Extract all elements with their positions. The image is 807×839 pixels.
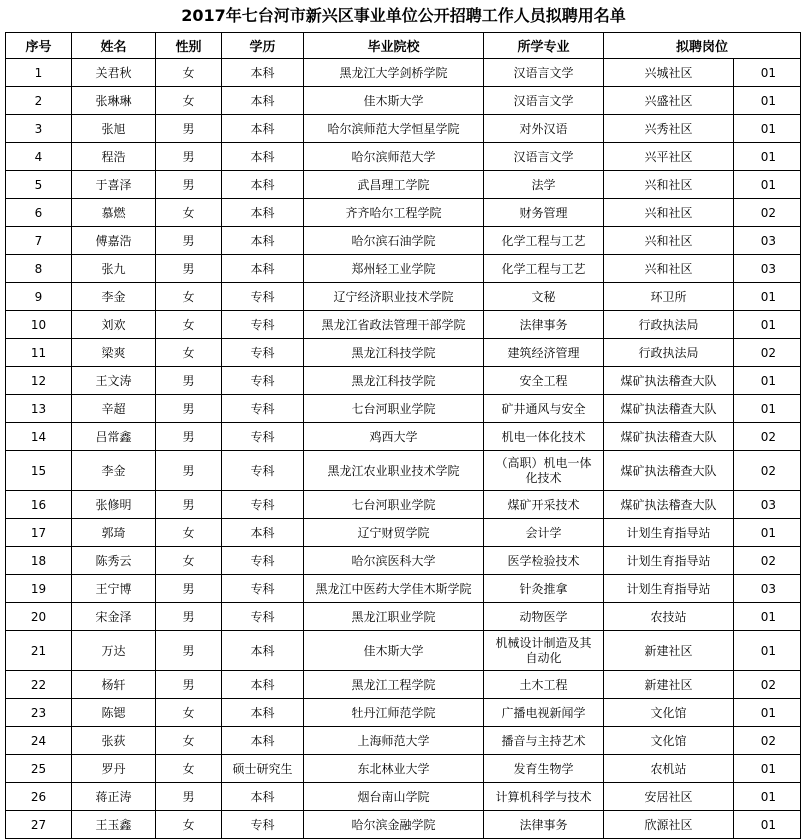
table-row	[6, 519, 801, 547]
table-row	[6, 87, 801, 115]
row-number-cell: 26	[6, 783, 72, 811]
post-cell: 欣源社区	[604, 811, 734, 839]
post-code-cell: 02	[734, 199, 801, 227]
post-code-cell: 03	[734, 491, 801, 519]
name-cell: 杨轩	[72, 671, 156, 699]
education-cell: 专科	[222, 451, 304, 491]
post-cell: 安居社区	[604, 783, 734, 811]
name-cell: 张修明	[72, 491, 156, 519]
header-row	[6, 33, 801, 59]
post-code-cell: 01	[734, 395, 801, 423]
name-cell: 郭琦	[72, 519, 156, 547]
post-code-cell: 01	[734, 143, 801, 171]
major-cell: 发育生物学	[484, 755, 604, 783]
post-code-cell: 01	[734, 783, 801, 811]
post-cell: 农机站	[604, 755, 734, 783]
major-cell: 文秘	[484, 283, 604, 311]
school-cell: 辽宁经济职业技术学院	[304, 283, 484, 311]
post-cell: 煤矿执法稽查大队	[604, 451, 734, 491]
education-cell: 专科	[222, 283, 304, 311]
post-cell: 计划生育指导站	[604, 547, 734, 575]
name-cell: 张荻	[72, 727, 156, 755]
row-number-cell: 2	[6, 87, 72, 115]
post-code-cell: 01	[734, 603, 801, 631]
school-cell: 齐齐哈尔工程学院	[304, 199, 484, 227]
school-cell: 黑龙江工程学院	[304, 671, 484, 699]
header-cell-major: 所学专业	[484, 33, 604, 59]
table-body	[6, 59, 801, 839]
major-cell: 对外汉语	[484, 115, 604, 143]
post-cell: 兴和社区	[604, 171, 734, 199]
post-code-cell: 02	[734, 547, 801, 575]
education-cell: 本科	[222, 519, 304, 547]
post-cell: 煤矿执法稽查大队	[604, 395, 734, 423]
row-number-cell: 9	[6, 283, 72, 311]
post-cell: 煤矿执法稽查大队	[604, 367, 734, 395]
post-code-cell: 01	[734, 283, 801, 311]
school-cell: 佳木斯大学	[304, 631, 484, 671]
table-row	[6, 491, 801, 519]
name-cell: 辛超	[72, 395, 156, 423]
row-number-cell: 13	[6, 395, 72, 423]
school-cell: 辽宁财贸学院	[304, 519, 484, 547]
major-cell: 动物医学	[484, 603, 604, 631]
row-number-cell: 20	[6, 603, 72, 631]
name-cell: 傅嘉浩	[72, 227, 156, 255]
table-row	[6, 631, 801, 671]
row-number-cell: 23	[6, 699, 72, 727]
table-row	[6, 603, 801, 631]
table-row	[6, 115, 801, 143]
name-cell: 陈秀云	[72, 547, 156, 575]
education-cell: 本科	[222, 171, 304, 199]
major-cell: 法学	[484, 171, 604, 199]
school-cell: 郑州轻工业学院	[304, 255, 484, 283]
school-cell: 鸡西大学	[304, 423, 484, 451]
major-cell: 财务管理	[484, 199, 604, 227]
post-cell: 兴平社区	[604, 143, 734, 171]
name-cell: 于喜泽	[72, 171, 156, 199]
header-cell-education: 学历	[222, 33, 304, 59]
post-code-cell: 02	[734, 423, 801, 451]
school-cell: 黑龙江中医药大学佳木斯学院	[304, 575, 484, 603]
table-row	[6, 575, 801, 603]
gender-cell: 女	[156, 311, 222, 339]
school-cell: 烟台南山学院	[304, 783, 484, 811]
post-cell: 煤矿执法稽查大队	[604, 491, 734, 519]
name-cell: 蒋正涛	[72, 783, 156, 811]
name-cell: 王玉鑫	[72, 811, 156, 839]
post-code-cell: 01	[734, 115, 801, 143]
post-code-cell: 02	[734, 339, 801, 367]
gender-cell: 男	[156, 115, 222, 143]
education-cell: 本科	[222, 783, 304, 811]
major-cell: 建筑经济管理	[484, 339, 604, 367]
name-cell: 刘欢	[72, 311, 156, 339]
education-cell: 硕士研究生	[222, 755, 304, 783]
name-cell: 吕常鑫	[72, 423, 156, 451]
row-number-cell: 5	[6, 171, 72, 199]
gender-cell: 男	[156, 143, 222, 171]
row-number-cell: 27	[6, 811, 72, 839]
post-cell: 兴和社区	[604, 199, 734, 227]
row-number-cell: 4	[6, 143, 72, 171]
education-cell: 本科	[222, 87, 304, 115]
name-cell: 梁爽	[72, 339, 156, 367]
education-cell: 本科	[222, 255, 304, 283]
major-cell: 汉语言文学	[484, 59, 604, 87]
education-cell: 本科	[222, 115, 304, 143]
post-cell: 文化馆	[604, 727, 734, 755]
major-cell: 机电一体化技术	[484, 423, 604, 451]
education-cell: 本科	[222, 727, 304, 755]
school-cell: 黑龙江职业学院	[304, 603, 484, 631]
school-cell: 哈尔滨师范大学	[304, 143, 484, 171]
gender-cell: 女	[156, 339, 222, 367]
table-row	[6, 255, 801, 283]
gender-cell: 女	[156, 199, 222, 227]
header-cell-gender: 性别	[156, 33, 222, 59]
school-cell: 哈尔滨医科大学	[304, 547, 484, 575]
school-cell: 佳木斯大学	[304, 87, 484, 115]
post-code-cell: 03	[734, 255, 801, 283]
row-number-cell: 8	[6, 255, 72, 283]
school-cell: 黑龙江科技学院	[304, 367, 484, 395]
education-cell: 本科	[222, 143, 304, 171]
row-number-cell: 18	[6, 547, 72, 575]
name-cell: 李金	[72, 451, 156, 491]
education-cell: 专科	[222, 547, 304, 575]
name-cell: 万达	[72, 631, 156, 671]
post-code-cell: 01	[734, 87, 801, 115]
post-cell: 行政执法局	[604, 311, 734, 339]
post-cell: 计划生育指导站	[604, 575, 734, 603]
major-cell: 针灸推拿	[484, 575, 604, 603]
gender-cell: 女	[156, 283, 222, 311]
education-cell: 专科	[222, 311, 304, 339]
post-code-cell: 01	[734, 311, 801, 339]
table-row	[6, 367, 801, 395]
table-row	[6, 283, 801, 311]
row-number-cell: 15	[6, 451, 72, 491]
page-title: 2017年七台河市新兴区事业单位公开招聘工作人员拟聘用名单	[181, 6, 626, 25]
school-cell: 七台河职业学院	[304, 395, 484, 423]
row-number-cell: 22	[6, 671, 72, 699]
row-number-cell: 6	[6, 199, 72, 227]
gender-cell: 女	[156, 519, 222, 547]
row-number-cell: 1	[6, 59, 72, 87]
school-cell: 哈尔滨金融学院	[304, 811, 484, 839]
post-cell: 兴城社区	[604, 59, 734, 87]
gender-cell: 女	[156, 811, 222, 839]
major-cell: 会计学	[484, 519, 604, 547]
major-cell: 土木工程	[484, 671, 604, 699]
gender-cell: 男	[156, 367, 222, 395]
post-cell: 煤矿执法稽查大队	[604, 423, 734, 451]
table-row	[6, 59, 801, 87]
name-cell: 王宁博	[72, 575, 156, 603]
gender-cell: 男	[156, 603, 222, 631]
post-cell: 兴盛社区	[604, 87, 734, 115]
table-row	[6, 671, 801, 699]
education-cell: 本科	[222, 671, 304, 699]
name-cell: 罗丹	[72, 755, 156, 783]
name-cell: 张九	[72, 255, 156, 283]
name-cell: 程浩	[72, 143, 156, 171]
gender-cell: 男	[156, 451, 222, 491]
gender-cell: 女	[156, 547, 222, 575]
header-cell-post: 拟聘岗位	[604, 33, 801, 59]
post-code-cell: 01	[734, 171, 801, 199]
name-cell: 张旭	[72, 115, 156, 143]
school-cell: 黑龙江省政法管理干部学院	[304, 311, 484, 339]
post-code-cell: 02	[734, 671, 801, 699]
education-cell: 专科	[222, 367, 304, 395]
major-cell: 计算机科学与技术	[484, 783, 604, 811]
post-cell: 兴和社区	[604, 227, 734, 255]
major-cell: （高职）机电一体化技术	[484, 451, 604, 491]
school-cell: 黑龙江农业职业技术学院	[304, 451, 484, 491]
major-cell: 医学检验技术	[484, 547, 604, 575]
school-cell: 牡丹江师范学院	[304, 699, 484, 727]
post-cell: 兴秀社区	[604, 115, 734, 143]
table-row	[6, 423, 801, 451]
row-number-cell: 3	[6, 115, 72, 143]
row-number-cell: 25	[6, 755, 72, 783]
gender-cell: 男	[156, 783, 222, 811]
gender-cell: 男	[156, 631, 222, 671]
education-cell: 本科	[222, 631, 304, 671]
post-code-cell: 01	[734, 811, 801, 839]
table-row	[6, 699, 801, 727]
school-cell: 七台河职业学院	[304, 491, 484, 519]
gender-cell: 女	[156, 699, 222, 727]
post-cell: 计划生育指导站	[604, 519, 734, 547]
name-cell: 关君秋	[72, 59, 156, 87]
education-cell: 本科	[222, 227, 304, 255]
education-cell: 专科	[222, 603, 304, 631]
gender-cell: 男	[156, 423, 222, 451]
table-row	[6, 311, 801, 339]
post-cell: 兴和社区	[604, 255, 734, 283]
major-cell: 化学工程与工艺	[484, 255, 604, 283]
post-code-cell: 01	[734, 631, 801, 671]
row-number-cell: 10	[6, 311, 72, 339]
row-number-cell: 7	[6, 227, 72, 255]
table-row	[6, 755, 801, 783]
name-cell: 慕燃	[72, 199, 156, 227]
major-cell: 法律事务	[484, 311, 604, 339]
row-number-cell: 11	[6, 339, 72, 367]
major-cell: 法律事务	[484, 811, 604, 839]
gender-cell: 男	[156, 171, 222, 199]
table-row	[6, 171, 801, 199]
education-cell: 本科	[222, 199, 304, 227]
post-cell: 文化馆	[604, 699, 734, 727]
post-cell: 新建社区	[604, 631, 734, 671]
table-row	[6, 547, 801, 575]
table-row	[6, 395, 801, 423]
education-cell: 本科	[222, 59, 304, 87]
gender-cell: 男	[156, 395, 222, 423]
name-cell: 张琳琳	[72, 87, 156, 115]
major-cell: 广播电视新闻学	[484, 699, 604, 727]
row-number-cell: 21	[6, 631, 72, 671]
row-number-cell: 14	[6, 423, 72, 451]
table-row	[6, 339, 801, 367]
name-cell: 宋金泽	[72, 603, 156, 631]
table-row	[6, 727, 801, 755]
major-cell: 矿井通风与安全	[484, 395, 604, 423]
education-cell: 专科	[222, 491, 304, 519]
school-cell: 武昌理工学院	[304, 171, 484, 199]
post-cell: 环卫所	[604, 283, 734, 311]
gender-cell: 男	[156, 491, 222, 519]
school-cell: 东北林业大学	[304, 755, 484, 783]
name-cell: 李金	[72, 283, 156, 311]
gender-cell: 女	[156, 727, 222, 755]
table-row	[6, 811, 801, 839]
gender-cell: 女	[156, 755, 222, 783]
major-cell: 机械设计制造及其自动化	[484, 631, 604, 671]
post-code-cell: 03	[734, 227, 801, 255]
table-row	[6, 143, 801, 171]
major-cell: 安全工程	[484, 367, 604, 395]
post-cell: 新建社区	[604, 671, 734, 699]
name-cell: 王文涛	[72, 367, 156, 395]
row-number-cell: 19	[6, 575, 72, 603]
post-code-cell: 03	[734, 575, 801, 603]
name-cell: 陈锶	[72, 699, 156, 727]
education-cell: 专科	[222, 339, 304, 367]
table-row	[6, 227, 801, 255]
school-cell: 哈尔滨石油学院	[304, 227, 484, 255]
gender-cell: 男	[156, 255, 222, 283]
hiring-list-table	[5, 32, 801, 839]
education-cell: 专科	[222, 395, 304, 423]
header-cell-no: 序号	[6, 33, 72, 59]
post-code-cell: 01	[734, 367, 801, 395]
row-number-cell: 24	[6, 727, 72, 755]
major-cell: 化学工程与工艺	[484, 227, 604, 255]
education-cell: 专科	[222, 811, 304, 839]
gender-cell: 女	[156, 87, 222, 115]
gender-cell: 男	[156, 575, 222, 603]
post-cell: 行政执法局	[604, 339, 734, 367]
header-cell-name: 姓名	[72, 33, 156, 59]
education-cell: 本科	[222, 699, 304, 727]
post-code-cell: 01	[734, 699, 801, 727]
post-code-cell: 01	[734, 59, 801, 87]
post-code-cell: 01	[734, 755, 801, 783]
school-cell: 黑龙江大学剑桥学院	[304, 59, 484, 87]
header-cell-school: 毕业院校	[304, 33, 484, 59]
gender-cell: 男	[156, 227, 222, 255]
row-number-cell: 12	[6, 367, 72, 395]
post-code-cell: 01	[734, 519, 801, 547]
gender-cell: 男	[156, 671, 222, 699]
major-cell: 播音与主持艺术	[484, 727, 604, 755]
post-code-cell: 02	[734, 727, 801, 755]
table-row	[6, 783, 801, 811]
row-number-cell: 16	[6, 491, 72, 519]
major-cell: 汉语言文学	[484, 87, 604, 115]
table-row	[6, 199, 801, 227]
education-cell: 专科	[222, 423, 304, 451]
table-row	[6, 451, 801, 491]
major-cell: 汉语言文学	[484, 143, 604, 171]
school-cell: 黑龙江科技学院	[304, 339, 484, 367]
post-code-cell: 02	[734, 451, 801, 491]
row-number-cell: 17	[6, 519, 72, 547]
post-cell: 农技站	[604, 603, 734, 631]
gender-cell: 女	[156, 59, 222, 87]
school-cell: 哈尔滨师范大学恒星学院	[304, 115, 484, 143]
school-cell: 上海师范大学	[304, 727, 484, 755]
major-cell: 煤矿开采技术	[484, 491, 604, 519]
education-cell: 专科	[222, 575, 304, 603]
